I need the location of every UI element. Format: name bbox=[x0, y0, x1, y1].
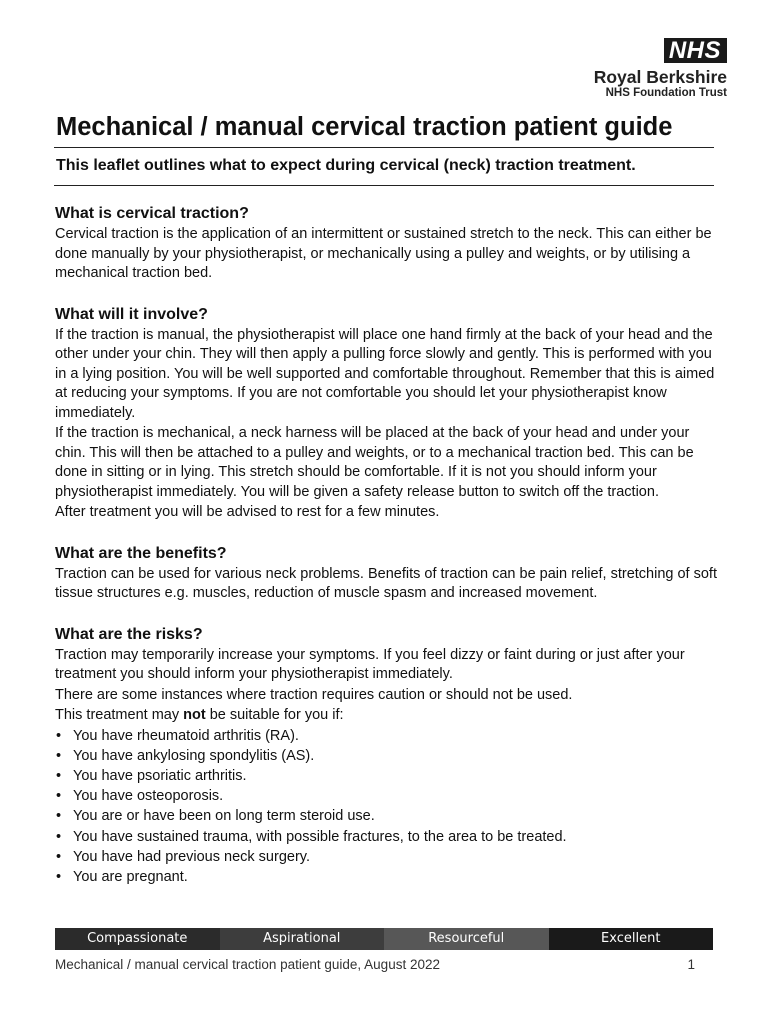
page-subtitle: This leaflet outlines what to expect during cervical (neck) traction treatment. bbox=[56, 157, 636, 174]
bullet-icon: • bbox=[56, 808, 62, 825]
list-item: • You have ankylosing spondylitis (AS). bbox=[55, 746, 717, 766]
bullet-icon: • bbox=[56, 788, 62, 805]
list-item: • You have had previous neck surgery. bbox=[55, 847, 717, 867]
trust-values-bar bbox=[55, 928, 713, 950]
list-item: • You have psoriatic arthritis. bbox=[55, 766, 717, 786]
section-heading-what-is: What is cervical traction? bbox=[55, 205, 249, 222]
suitability-emphasis: not bbox=[183, 707, 206, 723]
section-body-benefits: Traction can be used for various neck problems. Benefits of traction can be pain relief, stretching of soft tissue structures e.g. muscles, reduction of muscle spasm and increased movement. bbox=[55, 565, 717, 601]
list-item: • You have rheumatoid arthritis (RA). bbox=[55, 726, 717, 746]
value-aspirational: Aspirational bbox=[220, 928, 385, 950]
footer-document-info: Mechanical / manual cervical traction patient guide, August 2022 bbox=[55, 957, 440, 972]
section-heading-benefits: What are the benefits? bbox=[55, 544, 227, 562]
bullet-icon: • bbox=[56, 767, 62, 784]
title-divider-bottom bbox=[54, 185, 714, 186]
nhs-logo-badge: NHS bbox=[664, 38, 727, 63]
section-body-involve-manual: If the traction is manual, the physiotherapist will place one hand firmly at the back of your head and the other under your chin. They will then apply a pulling force slowly and gently. This is performed with you in a lying position. You will be well supported and comfortable throughout. Remember that this is aimed at reducing your symptoms. If you are not comfortable you should let your physiotherapist know immediately. bbox=[55, 326, 715, 421]
page-title: Mechanical / manual cervical traction patient guide bbox=[56, 113, 673, 141]
section-body-risks-symptoms: Traction may temporarily increase your symptoms. If you feel dizzy or faint during or just after your treatment you should inform your physiotherapist immediately. bbox=[55, 646, 685, 682]
section-body-involve-mechanical: If the traction is mechanical, a neck harness will be placed at the back of your head and under your chin. This will then be attached to a pulley and weights, or to a mechanical traction bed. This can be done in sitting or in lying. This stretch should be comfortable. If it is not you should inform your physiotherapist immediately. You will be given a safety release button to switch off the traction. bbox=[55, 425, 694, 500]
section-heading-risks: What are the risks? bbox=[55, 625, 203, 643]
section-heading-involve: What will it involve? bbox=[55, 305, 208, 323]
list-item: • You are or have been on long term steroid use. bbox=[55, 806, 717, 826]
section-body-risks-caution: There are some instances where traction requires caution or should not be used. bbox=[55, 686, 573, 703]
document-body bbox=[55, 203, 717, 887]
suitability-text-end: be suitable for you if: bbox=[205, 707, 344, 723]
value-compassionate: Compassionate bbox=[55, 928, 220, 950]
trust-name: Royal Berkshire bbox=[593, 67, 727, 87]
bullet-icon: • bbox=[56, 848, 62, 865]
bullet-icon: • bbox=[56, 868, 62, 885]
bullet-icon: • bbox=[56, 828, 62, 845]
trust-subtitle: NHS Foundation Trust bbox=[605, 87, 727, 99]
list-item: • You have sustained trauma, with possible fractures, to the area to be treated. bbox=[55, 827, 717, 847]
page-number: 1 bbox=[687, 957, 695, 972]
value-excellent: Excellent bbox=[549, 928, 714, 950]
list-item: • You are pregnant. bbox=[55, 867, 717, 887]
list-item: • You have osteoporosis. bbox=[55, 786, 717, 806]
value-resourceful: Resourceful bbox=[384, 928, 549, 950]
bullet-icon: • bbox=[56, 747, 62, 764]
nhs-trust-logo bbox=[527, 38, 727, 100]
suitability-text-start: This treatment may bbox=[55, 707, 184, 723]
contraindication-list bbox=[55, 726, 717, 888]
bullet-icon: • bbox=[56, 727, 62, 744]
section-body-involve-rest: After treatment you will be advised to rest for a few minutes. bbox=[55, 504, 440, 520]
section-body-risks-suitability bbox=[55, 706, 717, 726]
section-body-what-is: Cervical traction is the application of an intermittent or sustained stretch to the neck. This can either be done manually by your physiotherapist, or mechanically using a pulley and weights, or by utilising a mechanical traction bed. bbox=[55, 226, 712, 281]
title-divider-top bbox=[54, 147, 714, 148]
